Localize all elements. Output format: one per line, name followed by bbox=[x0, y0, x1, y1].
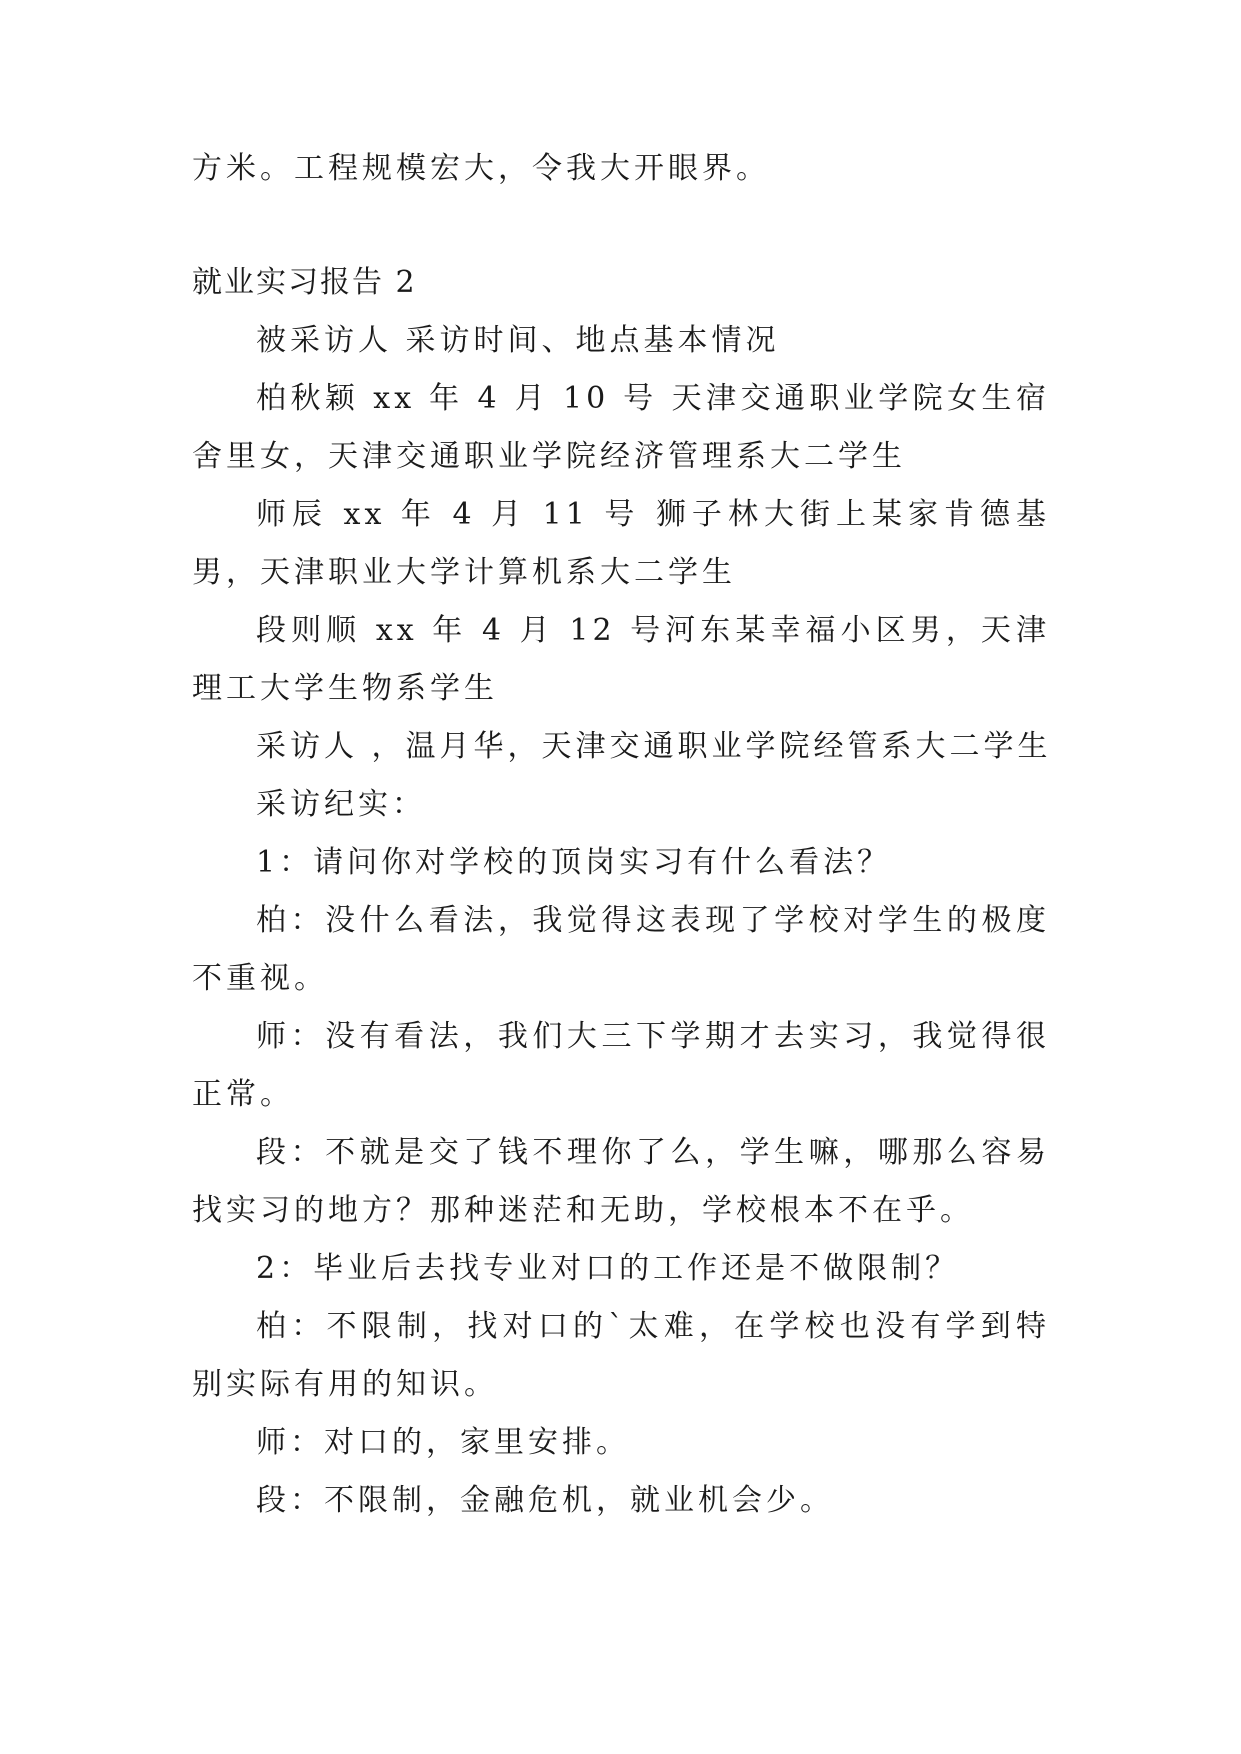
paragraph: 被采访人 采访时间、地点基本情况 bbox=[256, 323, 780, 358]
paragraph: 柏：不限制，找对口的`太难，在学校也没有学到特别实际有用的知识。 bbox=[192, 1309, 1050, 1402]
paragraph: 师辰 xx 年 4 月 11 号 狮子林大街上某家肯德基 男，天津职业大学计算机系大二学生 bbox=[192, 497, 1050, 590]
paragraph: 段：不限制，金融危机，就业机会少。 bbox=[256, 1483, 834, 1518]
paragraph: 采访纪实： bbox=[256, 787, 426, 822]
paragraph: 柏秋颖 xx 年 4 月 10 号 天津交通职业学院女生宿舍里女，天津交通职业学院经济管理系大二学生 bbox=[192, 381, 1050, 474]
paragraph: 师：没有看法，我们大三下学期才去实习，我觉得很正常。 bbox=[192, 1019, 1050, 1112]
paragraph: 师：对口的，家里安排。 bbox=[256, 1425, 630, 1460]
paragraph: 2：毕业后去找专业对口的工作还是不做限制？ bbox=[256, 1251, 960, 1286]
paragraph: 柏：没什么看法，我觉得这表现了学校对学生的极度不重视。 bbox=[192, 903, 1050, 996]
paragraph: 段则顺 xx 年 4 月 12 号河东某幸福小区男，天津理工大学生物系学生 bbox=[192, 613, 1050, 706]
paragraph: 段：不就是交了钱不理你了么，学生嘛，哪那么容易找实习的地方？那种迷茫和无助，学校根本不在乎。 bbox=[192, 1135, 1050, 1228]
document-page bbox=[192, 140, 1050, 1530]
continuation-text: 方米。工程规模宏大，令我大开眼界。 bbox=[192, 151, 770, 186]
paragraph: 1：请问你对学校的顶岗实习有什么看法？ bbox=[256, 845, 892, 880]
section-heading: 就业实习报告 2 bbox=[192, 265, 417, 300]
paragraph: 采访人 ，温月华，天津交通职业学院经管系大二学生 bbox=[256, 729, 1052, 764]
